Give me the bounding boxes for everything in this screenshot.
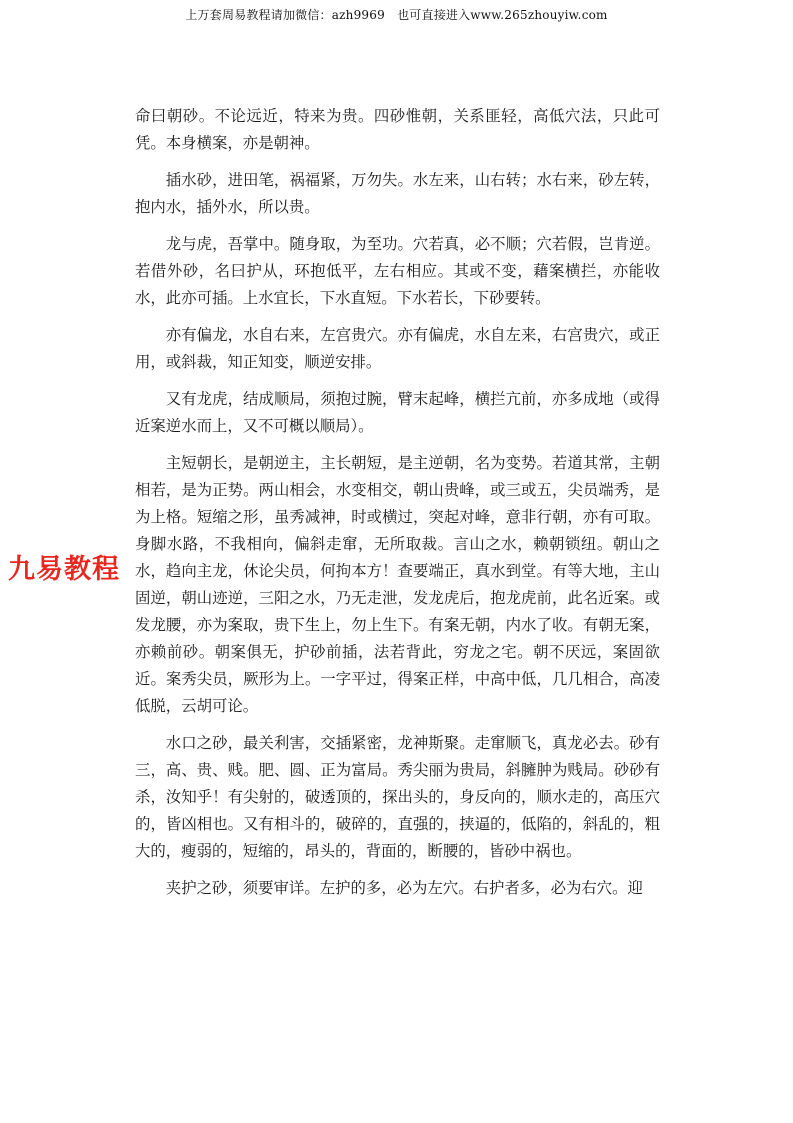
- paragraph: 主短朝长，是朝逆主，主长朝短，是主逆朝，名为变势。若道其常，主朝相若，是为正势。两山相会，水变相交，朝山贵峰，或三或五，尖员端秀，是为上格。短缩之形，虽秀减神，时或横过，突起对峰，意非行朝，亦有可取。身脚水路，不我相向，偏斜走窜，无所取裁。言山之水，赖朝锁纽。朝山之水，趋向主龙，休论尖员，何拘本方！查要端正，真水到堂。有等大地，主山固逆，朝山迹逆，三阳之水，乃无走泄，发龙虎后，抱龙虎前，此名近案。或发龙腰，亦为案取，贵下生上，勿上生下。有案无朝，内水了收。有朝无案，亦赖前砂。朝案俱无，护砂前插，法若背此，穷龙之宅。朝不厌远，案固欲近。案秀尖员，厥形为上。一字平过，得案正样，中高中低，几几相合，高凌低脱，云胡可论。: [135, 454, 660, 715]
- watermark-logo: 九易教程: [8, 554, 120, 585]
- paragraph: 夹护之砂，须要审详。左护的多，必为左穴。右护者多，必为右穴。迎: [165, 879, 643, 897]
- paragraph: 插水砂，进田笔，祸福紧，万勿失。水左来，山右转；水右来，砂左转，抱内水，插外水，所以贵。: [135, 171, 660, 216]
- paragraph: 亦有偏龙，水自右来，左宫贵穴。亦有偏虎，水自左来，右宫贵穴，或正用，或斜裁，知正知变，顺逆安排。: [135, 326, 660, 371]
- page-header: 上万套周易教程请加微信：azh9969 也可直接进入www.265zhouyiw.com: [185, 8, 608, 22]
- paragraph: 龙与虎，吾掌中。随身取，为至功。穴若真，必不顺；穴若假，岂肯逆。若借外砂，名曰护从，环抱低平，左右相应。其或不变，藉案横拦，亦能收水，此亦可插。上水宜长，下水直短。下水若长，下砂要转。: [135, 235, 660, 307]
- paragraph: 水口之砂，最关利害，交插紧密，龙神斯聚。走窜顺飞，真龙必去。砂有三，高、贵、贱。肥、圆、正为富局。秀尖丽为贵局，斜臃肿为贱局。砂砂有杀，汝知乎！有尖射的，破透顶的，探出头的，身反向的，顺水走的，高压穴的，皆凶相也。又有相斗的，破碎的，直强的，挟逼的，低陷的，斜乱的，粗大的，瘦弱的，短缩的，昂头的，背面的，断腰的，皆砂中祸也。: [135, 734, 660, 860]
- paragraph: 又有龙虎，结成顺局，须抱过腕，臂末起峰，横拦亢前，亦多成地（或得近案逆水而上，又不可概以顺局）。: [135, 390, 660, 435]
- document-body: [135, 103, 660, 912]
- paragraph: 命曰朝砂。不论远近，特来为贵。四砂惟朝，关系匪轻，高低穴法，只此可凭。本身横案，亦是朝神。: [135, 107, 660, 152]
